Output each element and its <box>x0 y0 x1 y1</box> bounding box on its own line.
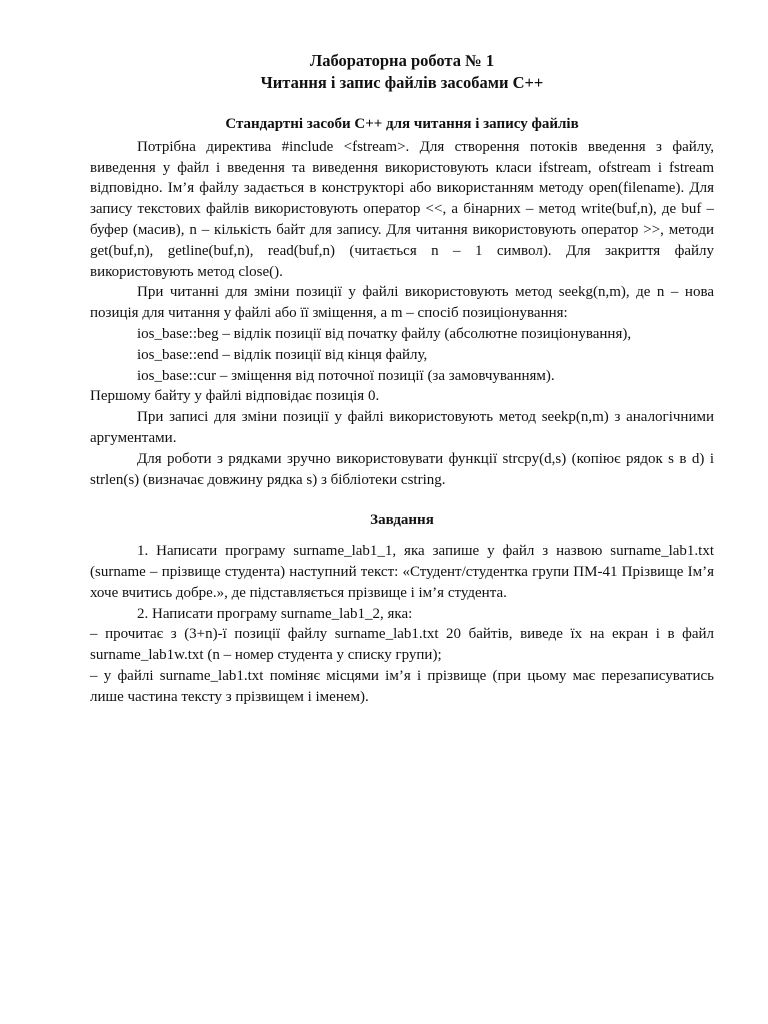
paragraph-seekp: При записі для зміни позиції у файлі використовують метод seekp(n,m) з аналогічними аргументами. <box>90 409 714 446</box>
paragraph-cstring: Для роботи з рядками зручно використовувати функції strcpy(d,s) (копіює рядок s в d) і strlen(s) (визначає довжину рядка s) з бібліотеки cstring. <box>90 450 714 488</box>
section-heading-tasks: Завдання <box>370 512 434 529</box>
task-2-subitem-swap: – у файлі surname_lab1.txt поміняє місцями ім’я і прізвище (при цьому має перезаписуватись лише частина тексту з прізвищем і іменем). <box>90 667 714 705</box>
lab-topic-title: Читання і запис файлів засобами С++ <box>260 73 544 92</box>
task-1: 1. Написати програму surname_lab1_1, яка запише у файл з назвою surname_lab1.txt (surname – прізвище студента) наступний текст: «Студент/студентка групи ПМ-41 Прізвище Ім’я хоче вчитись добре.», де підставляється прізвище і ім’я студента. <box>90 543 714 601</box>
paragraph-seekg: При читанні для зміни позиції у файлі використовують метод seekg(n,m), де n – нова позиція для читання у файлі або її зміщення, а m – спосіб позиціонування: <box>90 284 714 322</box>
paragraph-fstream-intro: Потрібна директива #include <fstream>. Для створення потоків введення з файлу, виведення у файл і введення та виведення використовують класи ifstream, ofstream і fstream відповідно. Ім’я файлу задається в конструкторі або використанням методу open(filename). Для запису текстових файлів використовують оператор <<, а бінарних – метод write(buf,n), де buf – буфер (масив), n – кількість байт для запису. Для читання використовують оператор >>, методи get(buf,n), getline(buf,n), read(buf,n) (читається n – 1 символ). Для закриття файлу використовують метод close(). <box>90 138 714 280</box>
paragraph-first-byte: Першому байту у файлі відповідає позиція 0. <box>90 388 380 405</box>
list-item-beg: ios_base::beg – відлік позиції від початку файлу (абсолютне позиціонування), <box>137 325 632 342</box>
task-2-subitem-read: – прочитає з (3+n)-ї позиції файлу surname_lab1.txt 20 байтів, виведе їх на екран і в файл surname_lab1w.txt (n – номер студента у списку групи); <box>90 626 714 664</box>
document-page <box>90 50 714 708</box>
document-title <box>90 50 714 94</box>
list-item-cur: ios_base::cur – зміщення від поточної позиції (за замовчуванням). <box>137 367 555 384</box>
task-2: 2. Написати програму surname_lab1_2, яка: <box>137 605 413 622</box>
list-item-end: ios_base::end – відлік позиції від кінця файлу, <box>137 346 428 363</box>
section-heading-standard-means: Стандартні засоби С++ для читання і запису файлів <box>225 116 579 132</box>
lab-number-title: Лабораторна робота № 1 <box>309 51 495 70</box>
